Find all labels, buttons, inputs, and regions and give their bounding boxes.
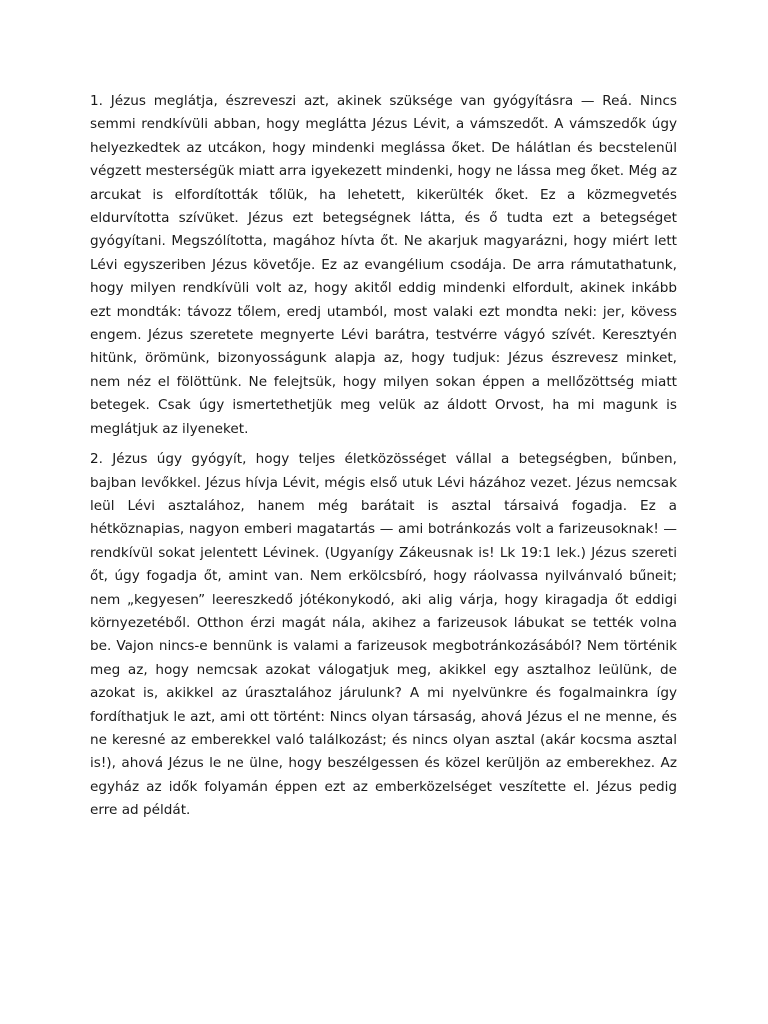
- document-body: [90, 90, 677, 823]
- paragraph-1: 1. Jézus meglátja, észreveszi azt, akinek szüksége van gyógyításra — Reá. Nincs semmi rendkívüli abban, hogy meglátta Jézus Lévit, a vámszedőt. A vámszedők úgy helyezkedtek az utcákon, hogy mindenki meglássa őket. De hálátlan és becstelenül végzett mesterségük miatt arra igyekezett mindenki, hogy ne lássa meg őket. Még az arcukat is elfordították tőlük, ha lehetett, kikerülték őket. Ez a közmegvetés eldurvította szívüket. Jézus ezt betegségnek látta, és ő tudta ezt a betegséget gyógyítani. Megszólította, magához hívta őt. Ne akarjuk magyarázni, hogy miért lett Lévi egyszeriben Jézus követője. Ez az evangélium csodája. De arra rámutathatunk, hogy milyen rendkívüli volt az, hogy akitől eddig mindenki elfordult, akinek inkább ezt mondták: távozz tőlem, eredj utamból, most valaki ezt mondta neki: jer, kövess engem. Jézus szeretete megnyerte Lévi barátra, testvérre vágyó szívét. Keresztyén hitünk, örömünk, bizonyosságunk alapja az, hogy tudjuk: Jézus észrevesz minket, nem néz el fölöttünk. Ne felejtsük, hogy milyen sokan éppen a mellőzöttség miatt betegek. Csak úgy ismertethetjük meg velük az áldott Orvost, ha mi magunk is meglátjuk az ilyeneket.: [90, 93, 677, 437]
- paragraph-2: 2. Jézus úgy gyógyít, hogy teljes életközösséget vállal a betegségben, bűnben, bajban levőkkel. Jézus hívja Lévit, mégis első utuk Lévi házához vezet. Jézus nemcsak leül Lévi asztalához, hanem még barátait is asztal társaivá fogadja. Ez a hétköznapias, nagyon emberi magatartás — ami botránkozás volt a farizeusoknak! — rendkívül sokat jelentett Lévinek. (Ugyanígy Zákeusnak is! Lk 19:1 lek.) Jézus szereti őt, úgy fogadja őt, amint van. Nem erkölcsbíró, hogy ráolvassa nyilvánvaló bűneit; nem „kegyesen” leereszkedő jótékonykodó, aki alig várja, hogy kiragadja őt eddigi környezetéből. Otthon érzi magát nála, akihez a farizeusok lábukat se tették volna be. Vajon nincs-e bennünk is valami a farizeusok megbotránkozásából? Nem történik meg az, hogy nemcsak azokat válogatjuk meg, akikkel egy asztalhoz leülünk, de azokat is, akikkel az úrasztalához járulunk? A mi nyelvünkre és fogalmainkra így fordíthatjuk le azt, ami ott történt: Nincs olyan társaság, ahová Jézus el ne menne, és ne keresné az emberekkel való találkozást; és nincs olyan asztal (akár kocsma asztal is!), ahová Jézus le ne ülne, hogy beszélgessen és közel kerüljön az emberekhez. Az egyház az idők folyamán éppen ezt az emberközelséget veszítette el. Jézus pedig erre ad példát.: [90, 451, 677, 819]
